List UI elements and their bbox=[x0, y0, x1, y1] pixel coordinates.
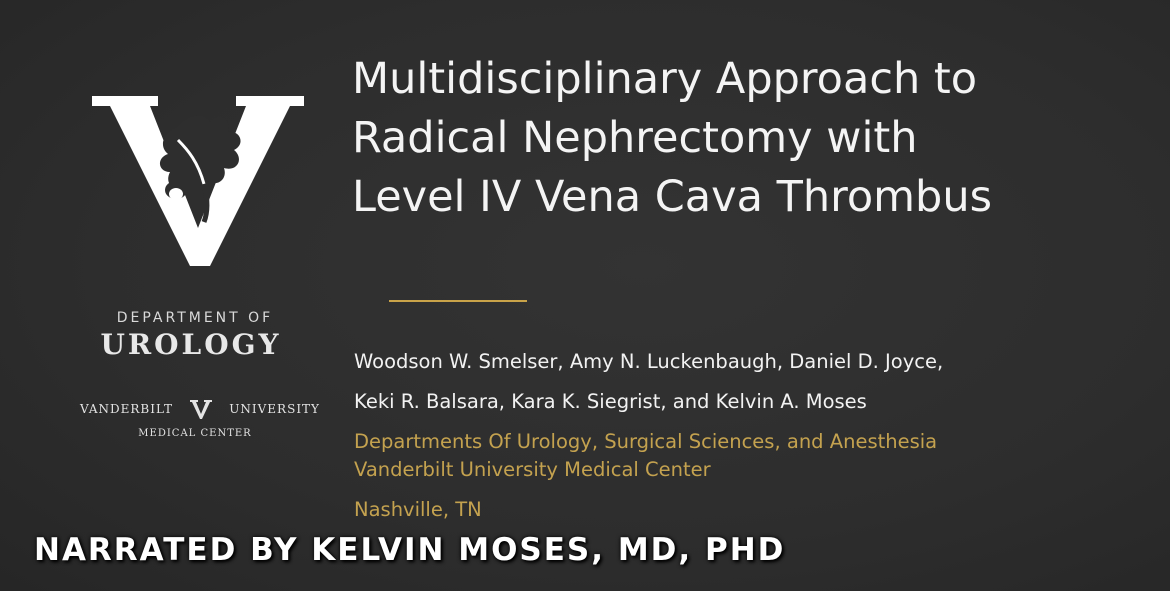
affiliation-line-1: Departments Of Urology, Surgical Sciences, and Anesthesia bbox=[354, 430, 938, 453]
department-name: UROLOGY bbox=[100, 328, 282, 361]
author-list bbox=[354, 342, 1134, 422]
narrator-caption: NARRATED BY KELVIN MOSES, MD, PHD bbox=[34, 532, 786, 568]
vanderbilt-mini-v-icon bbox=[190, 398, 212, 420]
institution-right-text: UNIVERSITY bbox=[229, 402, 320, 416]
medical-center-label: MEDICAL CENTER bbox=[138, 428, 252, 439]
author-line-1: Woodson W. Smelser, Amy N. Luckenbaugh, Daniel D. Joyce, bbox=[354, 350, 944, 373]
affiliation-line-2: Vanderbilt University Medical Center bbox=[354, 458, 711, 481]
author-line-2: Keki R. Balsara, Kara K. Siegrist, and Kelvin A. Moses bbox=[354, 390, 867, 413]
page-title bbox=[352, 50, 1142, 227]
title-line-3: Level IV Vena Cava Thrombus bbox=[352, 172, 992, 222]
gold-divider bbox=[389, 300, 527, 302]
affiliation bbox=[354, 428, 1134, 484]
affiliation-city: Nashville, TN bbox=[354, 498, 482, 521]
institution-left-text: VANDERBILT bbox=[80, 402, 173, 416]
vanderbilt-v-oak-leaf-icon bbox=[92, 88, 304, 270]
title-line-1: Multidisciplinary Approach to bbox=[352, 54, 978, 104]
department-of-label: DEPARTMENT OF bbox=[116, 310, 274, 326]
title-line-2: Radical Nephrectomy with bbox=[352, 113, 918, 163]
institution-wordmark bbox=[80, 396, 320, 422]
